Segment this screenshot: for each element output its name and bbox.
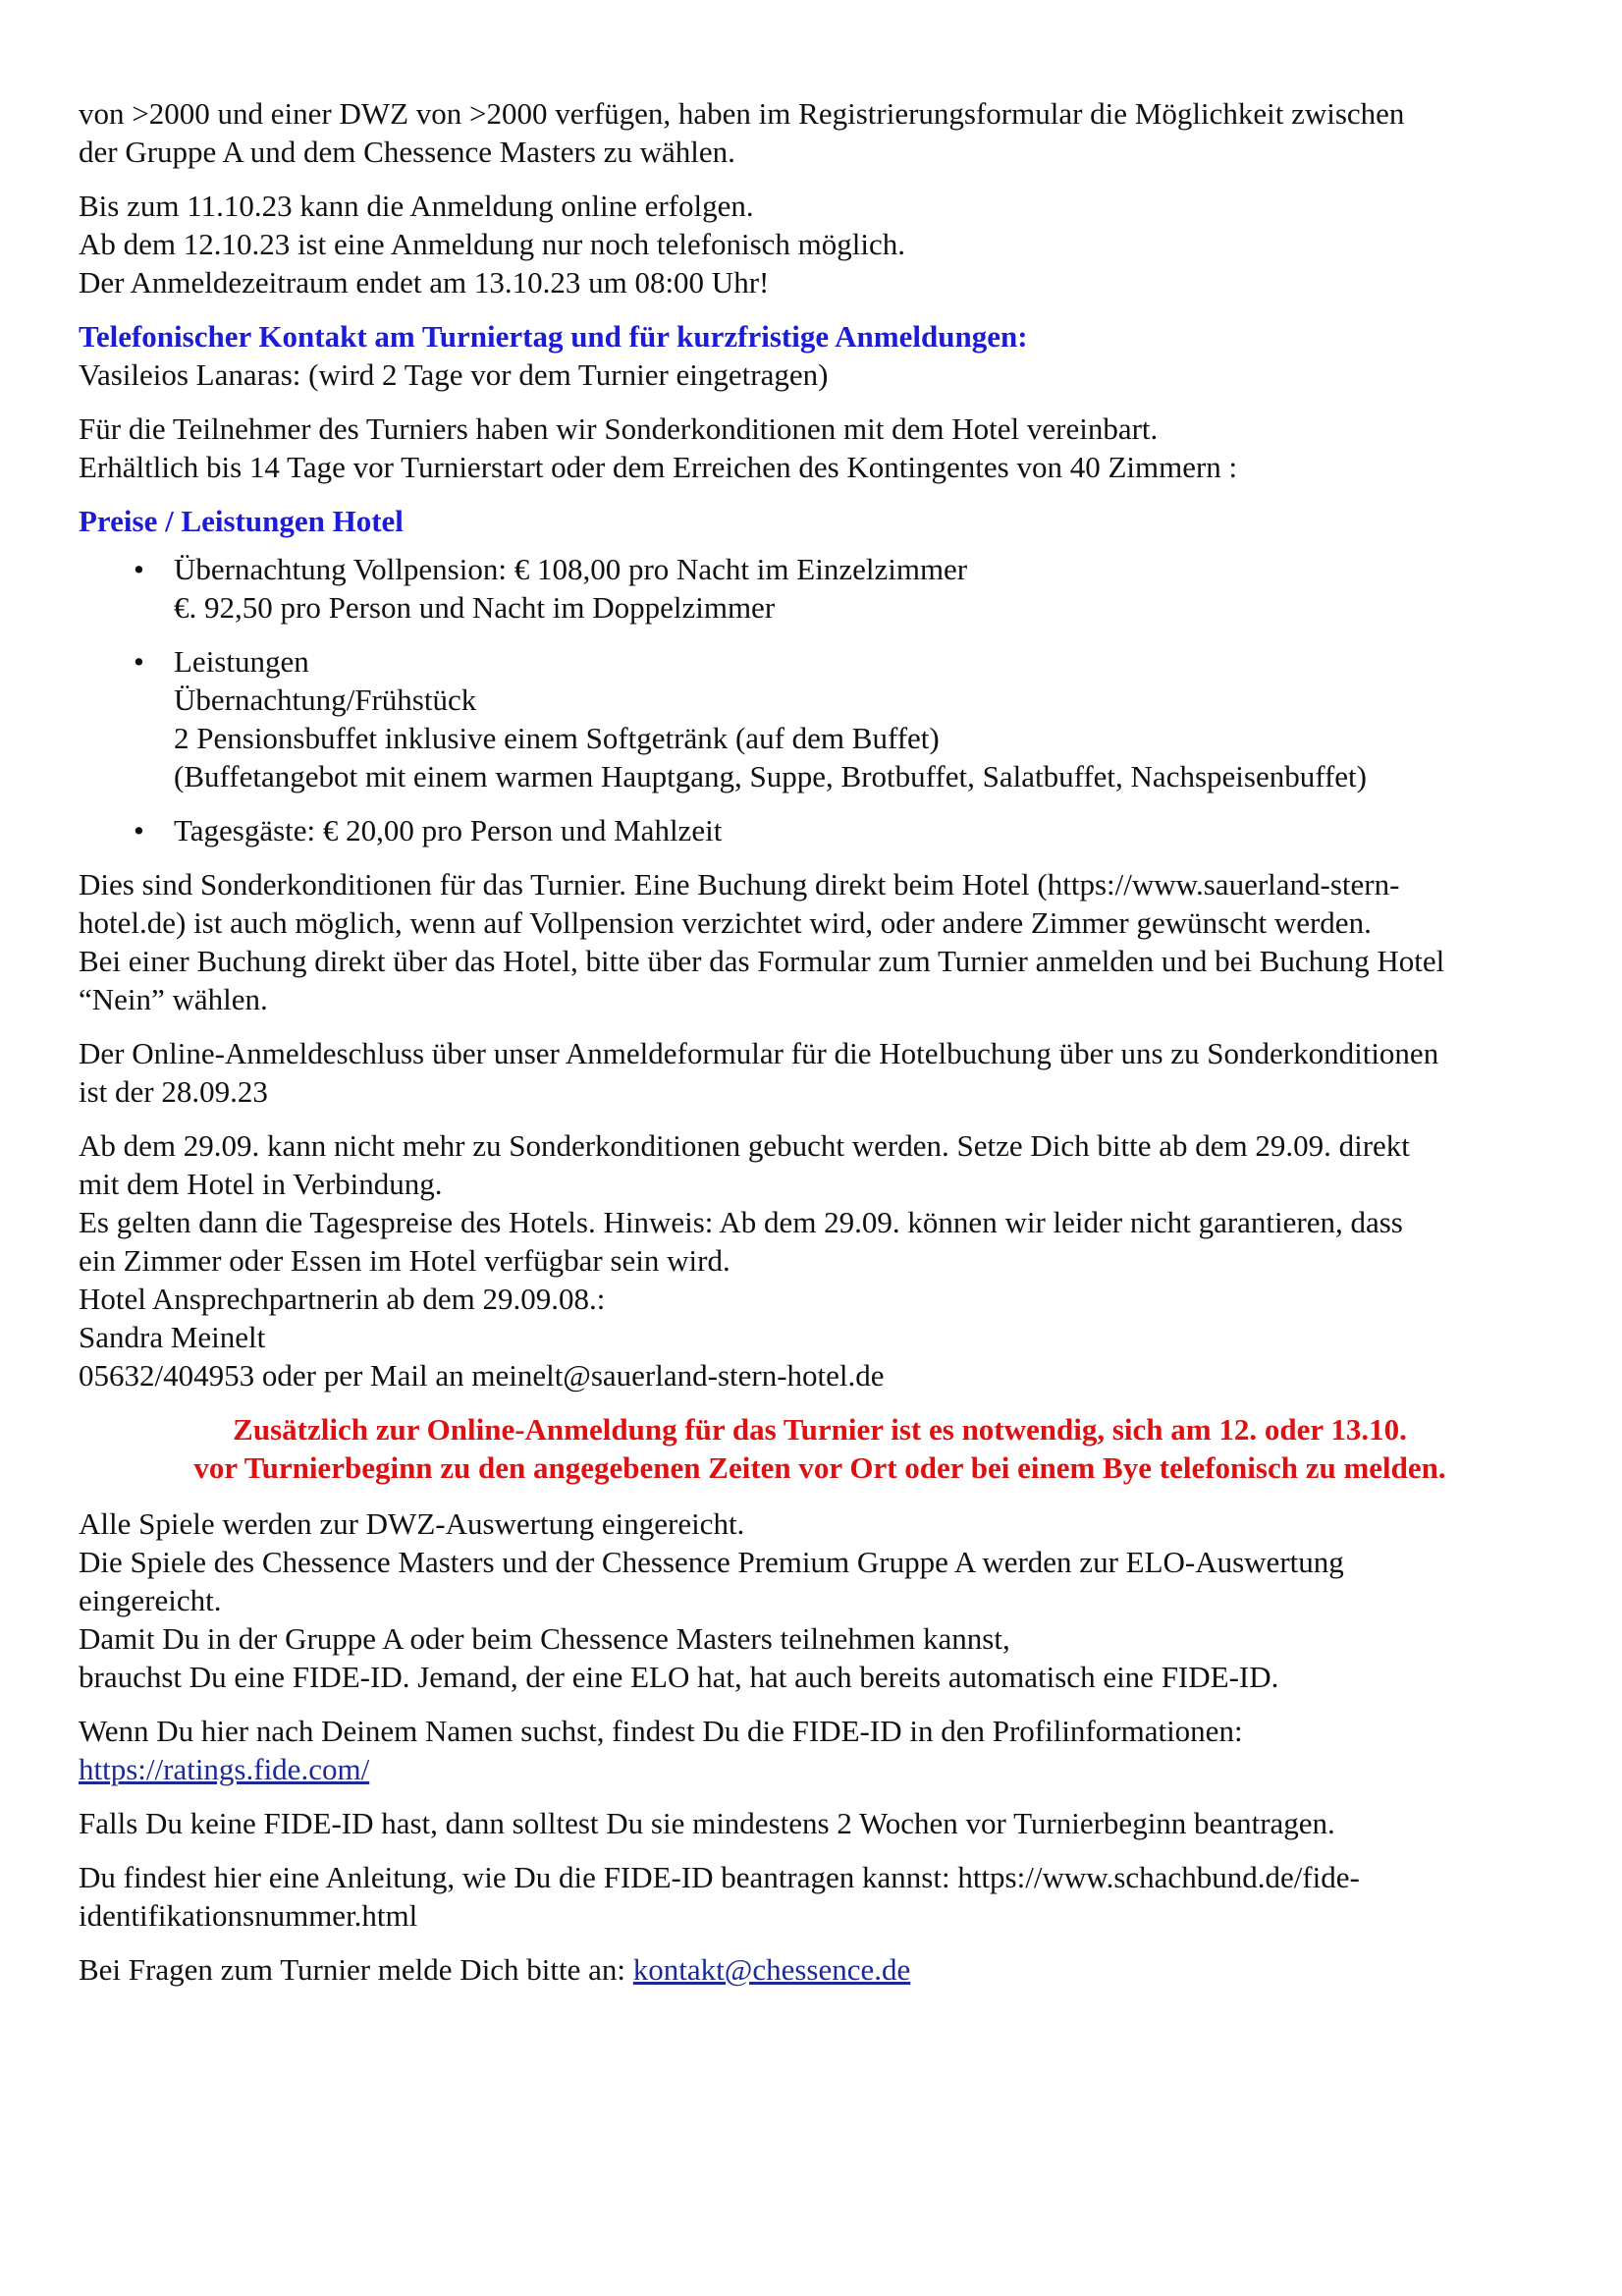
rating-line: Alle Spiele werden zur DWZ-Auswertung eingereicht. [79,1506,745,1541]
contact-text: Vasileios Lanaras: (wird 2 Tage vor dem Turnier eingetragen) [79,357,829,392]
intro-line: der Gruppe A und dem Chessence Masters zu wählen. [79,135,735,169]
registration-paragraph [79,187,1561,301]
intro-paragraph [79,94,1561,171]
fide-guide-line: Du findest hier eine Anleitung, wie Du die FIDE-ID beantragen kannst: https://www.schachbund.de/fide- [79,1860,1360,1894]
list-item-line: 2 Pensionsbuffet inklusive einem Softgetränk (auf dem Buffet) [174,721,940,755]
contact-email-link[interactable]: kontakt@chessence.de [632,1952,911,1987]
prices-heading-paragraph [79,502,1561,540]
list-item-line: Übernachtung/Frühstück [174,683,477,717]
prices-list [79,550,1561,849]
list-item [79,642,1561,795]
after-line: mit dem Hotel in Verbindung. [79,1167,443,1201]
deadline-line: Der Online-Anmeldeschluss über unser Anmeldeformular für die Hotelbuchung über uns zu Sonderkonditionen [79,1036,1439,1070]
list-item-line: Übernachtung Vollpension: € 108,00 pro Nacht im Einzelzimmer [174,552,968,586]
fide-apply-line: Falls Du keine FIDE-ID hast, dann solltest Du sie mindestens 2 Wochen vor Turnierbeginn beantragen. [79,1806,1335,1840]
conditions-line: “Nein” wählen. [79,982,268,1016]
rating-line: brauchst Du eine FIDE-ID. Jemand, der eine ELO hat, hat auch bereits automatisch eine FIDE-ID. [79,1660,1279,1694]
notice-line: Zusätzlich zur Online-Anmeldung für das Turnier ist es notwendig, sich am 12. oder 13.10. [233,1412,1407,1447]
list-item-line: Leistungen [174,644,309,679]
rating-paragraph [79,1504,1561,1696]
questions-text: Bei Fragen zum Turnier melde Dich bitte an: [79,1952,633,1987]
bullet-icon: • [134,552,144,586]
list-item-line: €. 92,50 pro Person und Nacht im Doppelzimmer [174,590,776,625]
hotel-contact-phone-mail: 05632/404953 oder per Mail an meinelt@sauerland-stern-hotel.de [79,1358,885,1393]
list-item [79,811,1561,849]
registration-line: Der Anmeldezeitraum endet am 13.10.23 um 08:00 Uhr! [79,265,770,300]
bullet-icon: • [134,813,144,847]
rating-line: Damit Du in der Gruppe A oder beim Chessence Masters teilnehmen kannst, [79,1621,1010,1656]
fide-search-line: Wenn Du hier nach Deinem Namen suchst, findest Du die FIDE-ID in den Profilinformationen: [79,1714,1243,1748]
questions-paragraph [79,1950,1561,1989]
conditions-paragraph [79,865,1561,1018]
after-line: ein Zimmer oder Essen im Hotel verfügbar sein wird. [79,1243,730,1278]
after-deadline-paragraph [79,1126,1561,1394]
deadline-line: ist der 28.09.23 [79,1074,268,1109]
fide-ratings-link[interactable]: https://ratings.fide.com/ [79,1752,370,1786]
contact-heading: Telefonischer Kontakt am Turniertag und für kurzfristige Anmeldungen: [79,319,1028,354]
list-item-line: (Buffetangebot mit einem warmen Hauptgang, Suppe, Brotbuffet, Salatbuffet, Nachspeisenbuffet) [174,759,1367,793]
checkin-notice [79,1410,1561,1487]
hotel-contact-name: Sandra Meinelt [79,1320,266,1354]
list-item [79,550,1561,627]
bullet-icon: • [134,644,144,679]
intro-line: von >2000 und einer DWZ von >2000 verfügen, haben im Registrierungsformular die Möglichkeit zwischen [79,96,1405,131]
rating-line: eingereicht. [79,1583,222,1617]
fide-apply-paragraph [79,1804,1561,1842]
fide-guide-paragraph [79,1858,1561,1935]
document-page [79,94,1561,2004]
conditions-line: Bei einer Buchung direkt über das Hotel, bitte über das Formular zum Turnier anmelden und bei Buchung Hotel [79,944,1445,978]
hotel-intro-line: Erhältlich bis 14 Tage vor Turnierstart oder dem Erreichen des Kontingentes von 40 Zimmern : [79,450,1238,484]
fide-guide-line: identifikationsnummer.html [79,1898,418,1933]
rating-line: Die Spiele des Chessence Masters und der Chessence Premium Gruppe A werden zur ELO-Auswertung [79,1545,1344,1579]
registration-line: Bis zum 11.10.23 kann die Anmeldung online erfolgen. [79,189,754,223]
hotel-intro-paragraph [79,410,1561,486]
conditions-line: Dies sind Sonderkonditionen für das Turnier. Eine Buchung direkt beim Hotel (https://www.sauerland-stern- [79,867,1400,902]
fide-search-paragraph [79,1712,1561,1788]
prices-heading: Preise / Leistungen Hotel [79,504,404,538]
after-line: Hotel Ansprechpartnerin ab dem 29.09.08.: [79,1282,606,1316]
contact-paragraph [79,317,1561,394]
list-item-line: Tagesgäste: € 20,00 pro Person und Mahlzeit [174,813,723,847]
after-line: Ab dem 29.09. kann nicht mehr zu Sonderkonditionen gebucht werden. Setze Dich bitte ab dem 29.09. direkt [79,1128,1410,1163]
hotel-intro-line: Für die Teilnehmer des Turniers haben wir Sonderkonditionen mit dem Hotel vereinbart. [79,411,1159,446]
after-line: Es gelten dann die Tagespreise des Hotels. Hinweis: Ab dem 29.09. können wir leider nicht garantieren, dass [79,1205,1403,1239]
registration-line: Ab dem 12.10.23 ist eine Anmeldung nur noch telefonisch möglich. [79,227,906,261]
deadline-paragraph [79,1034,1561,1111]
notice-line: vor Turnierbeginn zu den angegebenen Zeiten vor Ort oder bei einem Bye telefonisch zu melden. [193,1450,1446,1485]
conditions-line: hotel.de) ist auch möglich, wenn auf Vollpension verzichtet wird, oder andere Zimmer gewünscht werden. [79,905,1372,940]
